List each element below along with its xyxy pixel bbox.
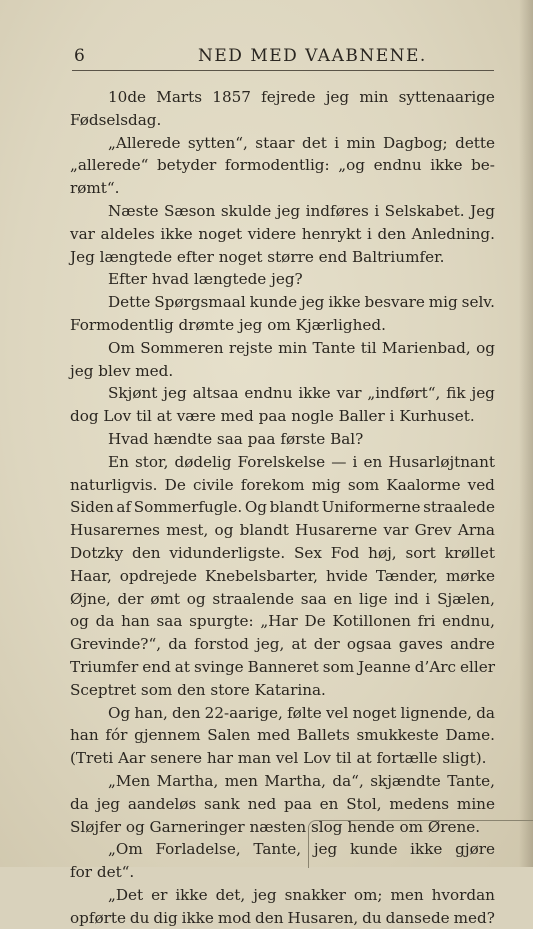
text-line: „Allerede sytten“, staar det i min Dagbog; dette	[108, 133, 495, 152]
text-line: dog Lov til at være med paa nogle Baller i Kurhuset.	[70, 407, 475, 426]
text-line: Øjne, der ømt og straalende saa en lige ind i Sjælen,	[70, 589, 495, 608]
page-spine-shadow	[519, 0, 533, 867]
text-line: Skjønt jeg altsaa endnu ikke var „indført“, fik jeg	[108, 384, 495, 403]
text-line: Dotzky den vidunderligste. Sex Fod høj, sort krøllet	[70, 543, 495, 562]
text-line: for det“.	[70, 863, 135, 882]
header-rule	[72, 70, 494, 71]
text-line: „allerede“ betyder formodentlig: „og endnu ikke be-	[70, 156, 495, 175]
text-line: (Treti Aar senere har man vel Lov til at fortælle sligt).	[70, 749, 487, 768]
text-line: og da han saa spurgte: „Har De Kotillonen fri endnu,	[70, 612, 495, 631]
text-line: „Men Martha, men Martha, da“, skjændte Tante,	[108, 771, 495, 790]
text-line: Efter hvad længtede jeg?	[108, 270, 303, 289]
text-line: En stor, dødelig Forelskelse — i en Husarløjtnant	[108, 452, 495, 471]
text-line: Sløjfer og Garneringer næsten slog hende om Ørene.	[70, 817, 481, 836]
text-line: Næste Sæson skulde jeg indføres i Selskabet. Jeg	[108, 201, 495, 220]
text-line: Grevinde?“, da forstod jeg, at der ogsaa gaves andre	[70, 635, 495, 654]
text-line: Formodentlig drømte jeg om Kjærlighed.	[70, 315, 386, 334]
text-line: Jeg længtede efter noget større end Baltriumfer.	[70, 247, 445, 266]
body-text	[70, 86, 495, 929]
text-line: Sceptret som den store Katarina.	[70, 680, 326, 699]
text-line: Om Sommeren rejste min Tante til Marienbad, og	[108, 338, 495, 357]
text-line: Siden af Sommerfugle. Og blandt Uniformerne straalede	[70, 498, 495, 517]
text-line: han fór gjennem Salen med Ballets smukkeste Dame.	[70, 726, 495, 745]
text-line: Triumfer end at svinge Banneret som Jeanne d’Arc eller	[70, 657, 495, 676]
running-title: NED MED VAABNENE.	[198, 46, 427, 66]
text-line: rømt“.	[70, 179, 120, 198]
text-line: Fødselsdag.	[70, 110, 162, 129]
text-line: var aldeles ikke noget videre henrykt i den Anledning.	[70, 224, 495, 243]
text-line: opførte du dig ikke mod den Husaren, du dansede med?	[70, 908, 495, 927]
text-line: „Om Forladelse, Tante, jeg kunde ikke gjøre	[108, 840, 495, 859]
text-line: Hvad hændte saa paa første Bal?	[108, 429, 364, 448]
text-line: Haar, opdrejede Knebelsbarter, hvide Tænder, mørke	[70, 566, 495, 585]
text-line: „Det er ikke det, jeg snakker om; men hvordan	[108, 885, 495, 904]
page-number: 6	[74, 46, 86, 66]
text-line: da jeg aandeløs sank ned paa en Stol, medens mine	[70, 794, 495, 813]
text-line: 10de Marts 1857 fejrede jeg min syttenaarige	[108, 88, 495, 106]
text-line: Husarernes mest, og blandt Husarerne var Grev Arna	[70, 521, 495, 540]
printed-corner-mark	[308, 820, 533, 868]
text-line: jeg blev med.	[70, 361, 174, 380]
text-line: naturligvis. De civile forekom mig som Kaalorme ved	[70, 475, 495, 494]
text-line: Dette Spørgsmaal kunde jeg ikke besvare mig selv.	[108, 293, 495, 312]
text-line: Og han, den 22-aarige, følte vel noget lignende, da	[108, 703, 495, 722]
page-header	[70, 46, 495, 70]
